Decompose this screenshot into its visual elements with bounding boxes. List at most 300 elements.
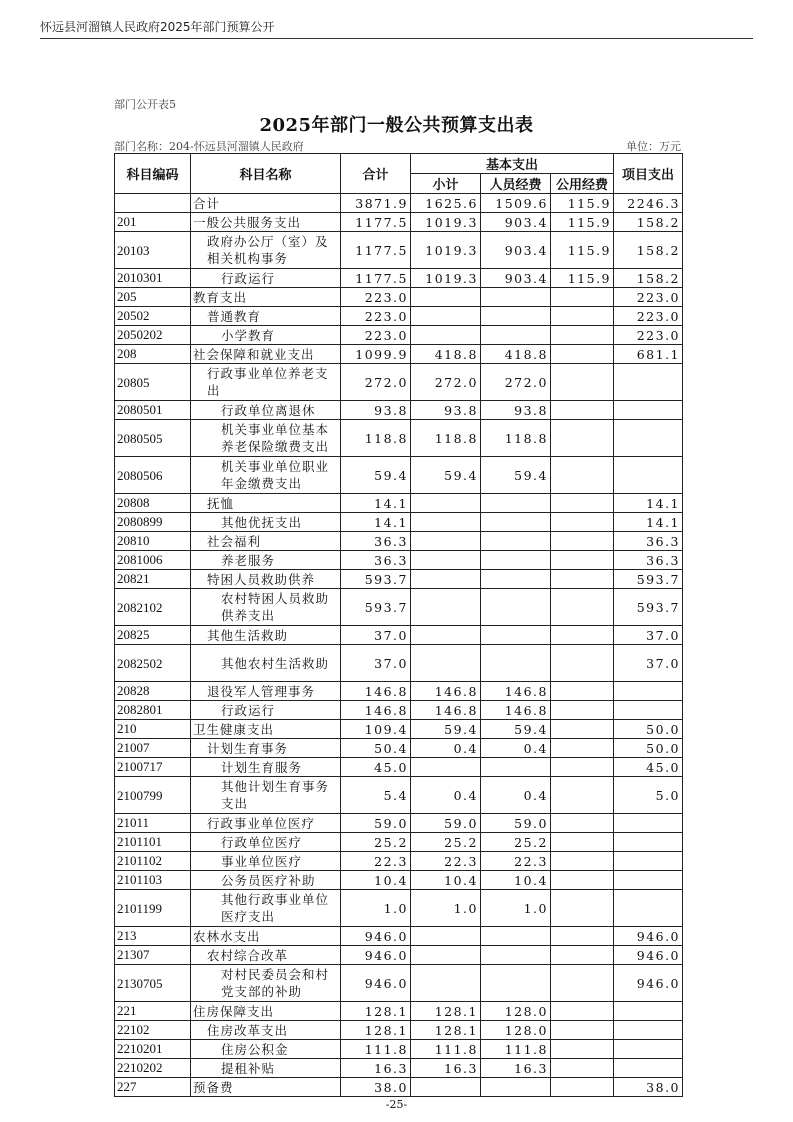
cell-public (551, 532, 614, 551)
cell-subtotal: 111.8 (411, 1040, 481, 1059)
cell-personnel: 1509.6 (481, 194, 551, 213)
cell-code: 20821 (115, 570, 191, 589)
cell-public (551, 626, 614, 645)
cell-project: 946.0 (614, 965, 683, 1002)
cell-code: 213 (115, 927, 191, 946)
cell-project: 50.0 (614, 720, 683, 739)
cell-subtotal (411, 288, 481, 307)
cell-subtotal: 0.4 (411, 739, 481, 758)
cell-name: 其他农村生活救助 (191, 645, 341, 682)
cell-subtotal (411, 589, 481, 626)
table-row (115, 326, 683, 345)
cell-personnel: 59.0 (481, 814, 551, 833)
cell-name: 特困人员救助供养 (191, 570, 341, 589)
cell-public: 115.9 (551, 194, 614, 213)
cell-code: 20805 (115, 364, 191, 401)
cell-subtotal (411, 645, 481, 682)
cell-public (551, 326, 614, 345)
table-row (115, 194, 683, 213)
cell-public (551, 494, 614, 513)
cell-public (551, 645, 614, 682)
table-row (115, 532, 683, 551)
table-row (115, 777, 683, 814)
cell-total: 223.0 (341, 307, 411, 326)
cell-subtotal: 25.2 (411, 833, 481, 852)
cell-name: 行政单位离退休 (191, 401, 341, 420)
cell-total: 59.4 (341, 457, 411, 494)
cell-name: 政府办公厅（室）及相关机构事务 (191, 232, 341, 269)
cell-project (614, 682, 683, 701)
cell-name: 农村特困人员救助供养支出 (191, 589, 341, 626)
cell-project (614, 1021, 683, 1040)
table-row (115, 288, 683, 307)
cell-code: 2050202 (115, 326, 191, 345)
cell-total: 1099.9 (341, 345, 411, 364)
cell-name: 一般公共服务支出 (191, 213, 341, 232)
table-row (115, 494, 683, 513)
table-row (115, 1059, 683, 1078)
cell-name: 卫生健康支出 (191, 720, 341, 739)
cell-code: 2080505 (115, 420, 191, 457)
cell-personnel (481, 589, 551, 626)
cell-code: 2210202 (115, 1059, 191, 1078)
cell-code: 2210201 (115, 1040, 191, 1059)
cell-total: 93.8 (341, 401, 411, 420)
cell-project: 14.1 (614, 494, 683, 513)
cell-personnel: 272.0 (481, 364, 551, 401)
cell-name: 住房改革支出 (191, 1021, 341, 1040)
cell-name: 计划生育服务 (191, 758, 341, 777)
table-row (115, 589, 683, 626)
table-row (115, 232, 683, 269)
cell-subtotal: 272.0 (411, 364, 481, 401)
cell-total: 109.4 (341, 720, 411, 739)
cell-name: 其他行政事业单位医疗支出 (191, 890, 341, 927)
col-header-personnel: 人员经费 (481, 174, 551, 194)
cell-personnel: 128.0 (481, 1002, 551, 1021)
table-row (115, 1040, 683, 1059)
cell-subtotal (411, 307, 481, 326)
cell-name: 计划生育事务 (191, 739, 341, 758)
cell-project (614, 701, 683, 720)
cell-code: 2081006 (115, 551, 191, 570)
cell-name: 退役军人管理事务 (191, 682, 341, 701)
cell-personnel: 118.8 (481, 420, 551, 457)
cell-personnel: 10.4 (481, 871, 551, 890)
table-row (115, 682, 683, 701)
table-row (115, 401, 683, 420)
cell-total: 1.0 (341, 890, 411, 927)
cell-project: 38.0 (614, 1078, 683, 1097)
cell-personnel (481, 927, 551, 946)
cell-name: 提租补贴 (191, 1059, 341, 1078)
cell-personnel (481, 570, 551, 589)
department-name: 部门名称：204-怀远县河溜镇人民政府 (114, 140, 304, 153)
cell-project (614, 420, 683, 457)
cell-subtotal: 59.0 (411, 814, 481, 833)
cell-personnel: 16.3 (481, 1059, 551, 1078)
cell-name: 教育支出 (191, 288, 341, 307)
cell-project (614, 457, 683, 494)
cell-name: 其他生活救助 (191, 626, 341, 645)
cell-personnel: 128.0 (481, 1021, 551, 1040)
cell-code: 21007 (115, 739, 191, 758)
col-header-subtotal: 小计 (411, 174, 481, 194)
cell-total: 36.3 (341, 532, 411, 551)
cell-code: 2101103 (115, 871, 191, 890)
cell-public (551, 946, 614, 965)
table-row (115, 213, 683, 232)
cell-project: 223.0 (614, 307, 683, 326)
cell-total: 272.0 (341, 364, 411, 401)
cell-personnel (481, 946, 551, 965)
cell-subtotal (411, 965, 481, 1002)
cell-total: 223.0 (341, 326, 411, 345)
cell-public (551, 1021, 614, 1040)
cell-name: 行政事业单位养老支出 (191, 364, 341, 401)
cell-code: 20103 (115, 232, 191, 269)
cell-total: 946.0 (341, 927, 411, 946)
cell-personnel: 146.8 (481, 701, 551, 720)
cell-personnel (481, 965, 551, 1002)
cell-public (551, 551, 614, 570)
cell-personnel: 146.8 (481, 682, 551, 701)
cell-total: 22.3 (341, 852, 411, 871)
cell-public: 115.9 (551, 269, 614, 288)
page-title: 2025年部门一般公共预算支出表 (259, 115, 534, 136)
cell-public (551, 307, 614, 326)
cell-personnel: 59.4 (481, 720, 551, 739)
cell-project (614, 871, 683, 890)
cell-public (551, 288, 614, 307)
cell-subtotal: 418.8 (411, 345, 481, 364)
cell-project (614, 833, 683, 852)
cell-public (551, 758, 614, 777)
cell-public (551, 570, 614, 589)
table-row (115, 758, 683, 777)
table-row (115, 852, 683, 871)
cell-name: 社会保障和就业支出 (191, 345, 341, 364)
cell-public (551, 927, 614, 946)
cell-subtotal (411, 494, 481, 513)
cell-total: 10.4 (341, 871, 411, 890)
cell-project: 946.0 (614, 927, 683, 946)
cell-subtotal: 128.1 (411, 1002, 481, 1021)
cell-project (614, 1040, 683, 1059)
cell-personnel: 0.4 (481, 777, 551, 814)
table-row (115, 364, 683, 401)
cell-personnel: 111.8 (481, 1040, 551, 1059)
cell-total: 36.3 (341, 551, 411, 570)
cell-personnel (481, 1078, 551, 1097)
cell-code: 2130705 (115, 965, 191, 1002)
cell-project: 37.0 (614, 626, 683, 645)
cell-personnel: 22.3 (481, 852, 551, 871)
cell-code: 210 (115, 720, 191, 739)
cell-total: 25.2 (341, 833, 411, 852)
cell-total: 146.8 (341, 682, 411, 701)
cell-public (551, 701, 614, 720)
table-row (115, 457, 683, 494)
cell-public (551, 513, 614, 532)
cell-code: 201 (115, 213, 191, 232)
cell-personnel: 1.0 (481, 890, 551, 927)
cell-subtotal (411, 946, 481, 965)
cell-personnel (481, 758, 551, 777)
cell-total: 5.4 (341, 777, 411, 814)
cell-total: 14.1 (341, 513, 411, 532)
cell-name: 住房保障支出 (191, 1002, 341, 1021)
cell-public (551, 1078, 614, 1097)
cell-personnel: 59.4 (481, 457, 551, 494)
table-row (115, 814, 683, 833)
cell-total: 38.0 (341, 1078, 411, 1097)
cell-code: 21011 (115, 814, 191, 833)
cell-personnel (481, 494, 551, 513)
cell-code: 2100799 (115, 777, 191, 814)
cell-project (614, 1002, 683, 1021)
cell-public (551, 965, 614, 1002)
cell-subtotal: 16.3 (411, 1059, 481, 1078)
cell-public (551, 890, 614, 927)
cell-subtotal: 1625.6 (411, 194, 481, 213)
table-row (115, 701, 683, 720)
table-row (115, 645, 683, 682)
cell-subtotal (411, 927, 481, 946)
cell-total: 128.1 (341, 1021, 411, 1040)
cell-name: 小学教育 (191, 326, 341, 345)
budget-table (114, 153, 683, 1097)
cell-subtotal: 146.8 (411, 682, 481, 701)
cell-name: 对村民委员会和村党支部的补助 (191, 965, 341, 1002)
cell-personnel (481, 326, 551, 345)
cell-public: 115.9 (551, 213, 614, 232)
cell-subtotal: 118.8 (411, 420, 481, 457)
cell-total: 1177.5 (341, 269, 411, 288)
cell-code: 205 (115, 288, 191, 307)
cell-project: 37.0 (614, 645, 683, 682)
cell-total: 37.0 (341, 645, 411, 682)
cell-code: 2101199 (115, 890, 191, 927)
cell-name: 事业单位医疗 (191, 852, 341, 871)
cell-code: 2082102 (115, 589, 191, 626)
cell-code: 2101102 (115, 852, 191, 871)
cell-personnel: 93.8 (481, 401, 551, 420)
cell-public (551, 1059, 614, 1078)
cell-project: 158.2 (614, 213, 683, 232)
cell-project: 681.1 (614, 345, 683, 364)
cell-personnel (481, 551, 551, 570)
cell-code: 20808 (115, 494, 191, 513)
cell-subtotal (411, 513, 481, 532)
table-row (115, 551, 683, 570)
cell-code (115, 194, 191, 213)
cell-code: 208 (115, 345, 191, 364)
header-divider (40, 38, 753, 39)
cell-total: 946.0 (341, 946, 411, 965)
cell-personnel: 903.4 (481, 232, 551, 269)
cell-subtotal: 93.8 (411, 401, 481, 420)
cell-public (551, 364, 614, 401)
table-row (115, 833, 683, 852)
cell-code: 221 (115, 1002, 191, 1021)
unit-label: 单位：万元 (626, 140, 681, 153)
cell-code: 2100717 (115, 758, 191, 777)
table-row (115, 1002, 683, 1021)
cell-name: 养老服务 (191, 551, 341, 570)
cell-public (551, 457, 614, 494)
cell-public (551, 720, 614, 739)
cell-total: 45.0 (341, 758, 411, 777)
cell-code: 2080501 (115, 401, 191, 420)
cell-code: 2080899 (115, 513, 191, 532)
cell-total: 3871.9 (341, 194, 411, 213)
cell-subtotal: 1019.3 (411, 213, 481, 232)
cell-public (551, 739, 614, 758)
cell-name: 行政运行 (191, 701, 341, 720)
cell-public (551, 814, 614, 833)
table-row (115, 420, 683, 457)
cell-name: 行政运行 (191, 269, 341, 288)
cell-public (551, 589, 614, 626)
cell-total: 1177.5 (341, 213, 411, 232)
cell-public (551, 852, 614, 871)
cell-subtotal: 1.0 (411, 890, 481, 927)
cell-code: 2082801 (115, 701, 191, 720)
cell-public: 115.9 (551, 232, 614, 269)
cell-total: 128.1 (341, 1002, 411, 1021)
cell-project: 593.7 (614, 570, 683, 589)
cell-total: 593.7 (341, 589, 411, 626)
cell-code: 20502 (115, 307, 191, 326)
cell-public (551, 682, 614, 701)
cell-project (614, 401, 683, 420)
cell-public (551, 871, 614, 890)
cell-personnel: 0.4 (481, 739, 551, 758)
cell-project: 223.0 (614, 326, 683, 345)
col-header-project: 项目支出 (614, 154, 683, 194)
cell-code: 227 (115, 1078, 191, 1097)
cell-personnel (481, 626, 551, 645)
cell-public (551, 1002, 614, 1021)
cell-name: 机关事业单位基本养老保险缴费支出 (191, 420, 341, 457)
table-row (115, 965, 683, 1002)
cell-project: 45.0 (614, 758, 683, 777)
cell-name: 社会福利 (191, 532, 341, 551)
cell-personnel (481, 288, 551, 307)
cell-code: 2010301 (115, 269, 191, 288)
cell-subtotal: 0.4 (411, 777, 481, 814)
table-row (115, 720, 683, 739)
cell-name: 行政事业单位医疗 (191, 814, 341, 833)
cell-name: 住房公积金 (191, 1040, 341, 1059)
cell-total: 50.4 (341, 739, 411, 758)
cell-project (614, 890, 683, 927)
cell-code: 2101101 (115, 833, 191, 852)
col-header-name: 科目名称 (191, 154, 341, 194)
cell-subtotal (411, 1078, 481, 1097)
table-row (115, 269, 683, 288)
cell-total: 1177.5 (341, 232, 411, 269)
cell-name: 公务员医疗补助 (191, 871, 341, 890)
cell-code: 22102 (115, 1021, 191, 1040)
cell-name: 行政单位医疗 (191, 833, 341, 852)
cell-project: 593.7 (614, 589, 683, 626)
cell-project: 50.0 (614, 739, 683, 758)
cell-code: 20810 (115, 532, 191, 551)
cell-personnel (481, 307, 551, 326)
cell-subtotal: 1019.3 (411, 269, 481, 288)
cell-name: 普通教育 (191, 307, 341, 326)
cell-personnel (481, 513, 551, 532)
cell-project: 158.2 (614, 232, 683, 269)
col-header-total: 合计 (341, 154, 411, 194)
cell-code: 20828 (115, 682, 191, 701)
cell-subtotal (411, 626, 481, 645)
cell-public (551, 401, 614, 420)
table-row (115, 307, 683, 326)
cell-project: 158.2 (614, 269, 683, 288)
cell-name: 其他计划生育事务支出 (191, 777, 341, 814)
table-row (115, 890, 683, 927)
cell-code: 2080506 (115, 457, 191, 494)
cell-project: 2246.3 (614, 194, 683, 213)
table-row (115, 871, 683, 890)
cell-project: 5.0 (614, 777, 683, 814)
cell-project: 36.3 (614, 551, 683, 570)
cell-personnel: 418.8 (481, 345, 551, 364)
cell-total: 223.0 (341, 288, 411, 307)
cell-total: 946.0 (341, 965, 411, 1002)
cell-personnel: 25.2 (481, 833, 551, 852)
cell-subtotal (411, 551, 481, 570)
cell-name: 机关事业单位职业年金缴费支出 (191, 457, 341, 494)
page-header: 怀远县河溜镇人民政府2025年部门预算公开 (40, 20, 275, 34)
table-number: 部门公开表5 (114, 98, 176, 111)
table-row (115, 626, 683, 645)
cell-name: 农林水支出 (191, 927, 341, 946)
cell-code: 21307 (115, 946, 191, 965)
cell-project: 14.1 (614, 513, 683, 532)
cell-public (551, 833, 614, 852)
cell-total: 111.8 (341, 1040, 411, 1059)
cell-subtotal: 59.4 (411, 720, 481, 739)
cell-total: 593.7 (341, 570, 411, 589)
table-row (115, 946, 683, 965)
table-row (115, 739, 683, 758)
cell-total: 37.0 (341, 626, 411, 645)
cell-public (551, 777, 614, 814)
col-header-basic: 基本支出 (411, 154, 614, 174)
table-body (115, 194, 683, 1097)
cell-name: 抚恤 (191, 494, 341, 513)
cell-subtotal (411, 532, 481, 551)
cell-subtotal: 146.8 (411, 701, 481, 720)
cell-personnel (481, 532, 551, 551)
cell-project (614, 814, 683, 833)
cell-name: 农村综合改革 (191, 946, 341, 965)
cell-subtotal: 10.4 (411, 871, 481, 890)
cell-total: 59.0 (341, 814, 411, 833)
cell-public (551, 420, 614, 457)
cell-personnel (481, 645, 551, 682)
cell-total: 118.8 (341, 420, 411, 457)
cell-code: 20825 (115, 626, 191, 645)
table-row (115, 513, 683, 532)
cell-public (551, 345, 614, 364)
cell-project: 223.0 (614, 288, 683, 307)
cell-total: 146.8 (341, 701, 411, 720)
